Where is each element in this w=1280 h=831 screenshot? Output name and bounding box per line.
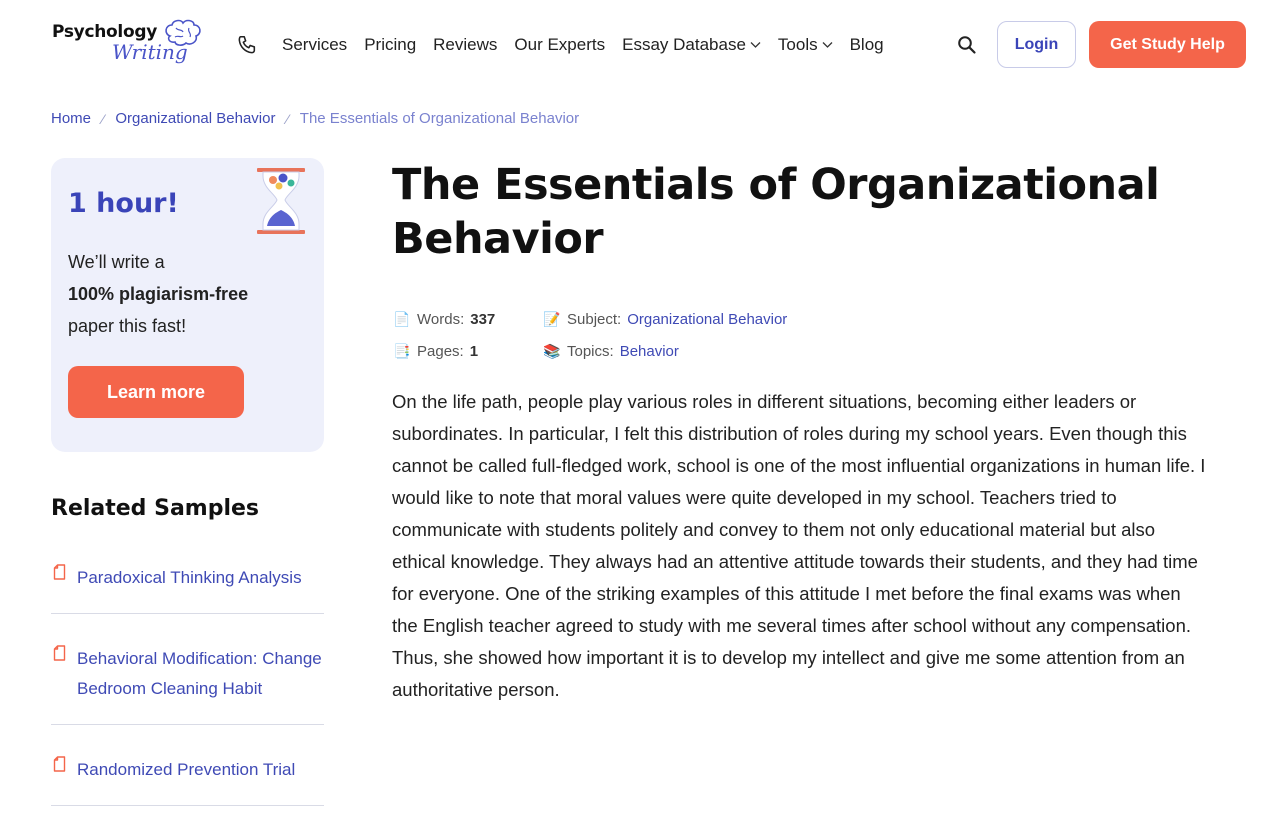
meta-pages: 📑 Pages: 1	[393, 342, 479, 360]
promo-title: 1 hour!	[68, 188, 179, 219]
brain-icon	[162, 18, 204, 52]
meta-topics: 📚 Topics: Behavior	[543, 342, 679, 360]
subject-link[interactable]: Organizational Behavior	[627, 310, 788, 328]
breadcrumb-separator: ⁄	[102, 110, 105, 127]
memo-icon: 📝	[543, 310, 561, 327]
phone-icon[interactable]	[236, 34, 258, 56]
list-item[interactable]	[51, 750, 324, 806]
login-button[interactable]: Login	[997, 21, 1076, 68]
nav-reviews[interactable]: Reviews	[433, 35, 498, 54]
promo-line-3: paper this fast!	[68, 316, 187, 336]
breadcrumb-home[interactable]: Home	[51, 110, 92, 127]
document-icon	[53, 645, 66, 661]
nav-essay-database[interactable]: Essay Database	[622, 35, 761, 55]
breadcrumb	[51, 110, 579, 127]
document-icon	[53, 564, 66, 580]
books-icon: 📚	[543, 342, 561, 359]
page-icon: 📄	[393, 310, 411, 327]
article-body: On the life path, people play various roles in different situations, becoming either leaders or subordinates. In particular, I felt this distribution of roles during my school years. Even though this cannot be called full-fledged work, school is one of the most influential organizations in human life. I would like to note that moral values were quite developed in my school. Teachers tried to communicate with students politely and convey to them not only educational material but also ethical knowledge. They always had an attentive attitude towards their students, and they had time for everyone. One of the striking examples of this attitude I met before the final exams was when the English teacher agreed to study with me several times after school without any compensation. Thus, she showed how important it is to develop my intellect and give me some attention from an authoritative person.	[392, 391, 1206, 700]
meta-words: 📄 Words: 337	[393, 310, 496, 328]
promo-text	[68, 246, 308, 342]
hourglass-icon	[255, 166, 311, 236]
list-item[interactable]	[51, 558, 324, 614]
topic-link[interactable]: Behavior	[619, 342, 679, 360]
article-meta	[393, 303, 787, 367]
pages-icon: 📑	[393, 342, 411, 359]
logo-text-top: Psychology	[52, 22, 157, 42]
related-samples-title: Related Samples	[51, 496, 260, 521]
site-logo[interactable]	[52, 18, 212, 70]
promo-line-2: 100% plagiarism-free	[68, 284, 249, 304]
search-icon[interactable]	[957, 35, 977, 55]
breadcrumb-category[interactable]: Organizational Behavior	[115, 110, 276, 127]
related-samples-list	[51, 558, 324, 831]
learn-more-button[interactable]: Learn more	[68, 366, 244, 418]
nav-blog[interactable]: Blog	[849, 35, 884, 54]
related-sample-link[interactable]: Randomized Prevention Trial	[77, 760, 296, 779]
promo-card	[51, 158, 324, 452]
promo-line-1: We’ll write a	[68, 252, 165, 272]
document-icon	[53, 756, 66, 772]
get-study-help-button[interactable]: Get Study Help	[1089, 21, 1246, 68]
nav-our-experts[interactable]: Our Experts	[514, 35, 606, 54]
nav-pricing[interactable]: Pricing	[364, 35, 417, 54]
site-header	[0, 0, 1280, 90]
chevron-down-icon	[822, 41, 833, 49]
nav-services[interactable]: Services	[282, 35, 348, 54]
related-sample-link[interactable]: Paradoxical Thinking Analysis	[77, 568, 302, 587]
chevron-down-icon	[750, 41, 761, 49]
main-nav	[282, 34, 901, 56]
breadcrumb-current: The Essentials of Organizational Behavior	[299, 110, 580, 127]
page-title: The Essentials of Organizational Behavior	[392, 160, 1160, 264]
logo-text-bottom: Writing	[112, 40, 188, 64]
related-sample-link[interactable]: Behavioral Modification: Change Bedroom Cleaning Habit	[77, 649, 322, 698]
meta-subject: 📝 Subject: Organizational Behavior	[543, 310, 788, 328]
list-item[interactable]	[51, 639, 324, 725]
breadcrumb-separator: ⁄	[286, 110, 289, 127]
nav-tools[interactable]: Tools	[778, 35, 833, 55]
